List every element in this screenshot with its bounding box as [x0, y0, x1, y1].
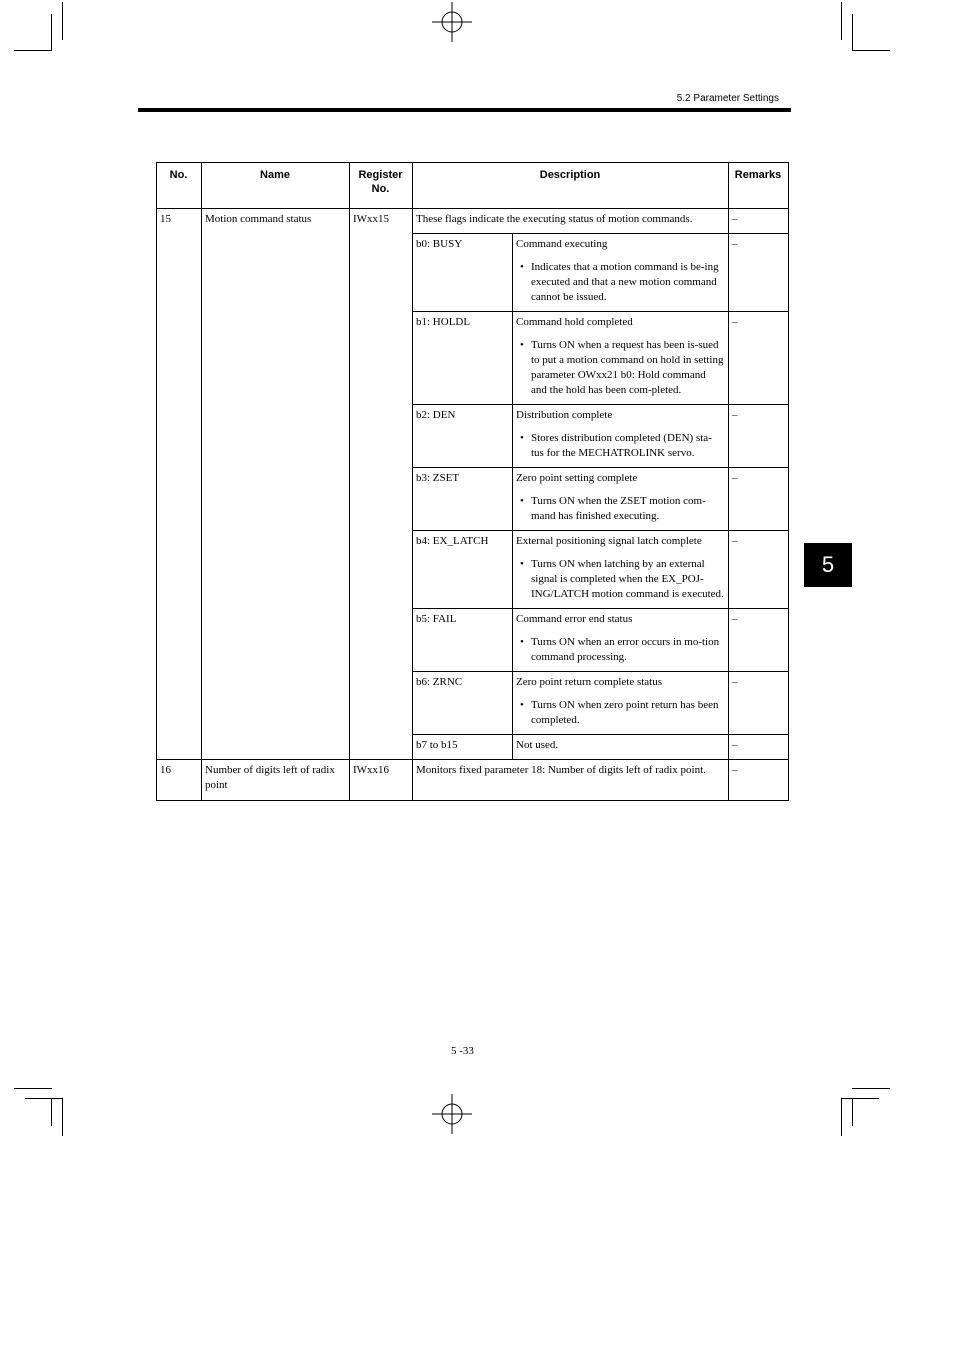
header-remarks: Remarks — [729, 163, 789, 209]
bullet-item — [516, 557, 724, 602]
bit-title: Command hold completed — [516, 316, 633, 328]
bit-name: b0: BUSY — [413, 234, 513, 312]
bit-name: b7 to b15 — [413, 735, 513, 760]
bit-title: Distribution complete — [516, 409, 613, 421]
bit-description — [513, 312, 729, 405]
bit-description — [513, 672, 729, 735]
bullet-item — [516, 338, 724, 398]
bit-title: External positioning signal latch complete — [516, 535, 702, 547]
bullet-icon: • — [520, 339, 524, 351]
bit-title: Not used. — [516, 739, 559, 751]
table-row — [157, 760, 789, 801]
row16-description: Monitors fixed parameter 18: Number of digits left of radix point. — [413, 760, 729, 801]
section-header: 5.2 Parameter Settings — [676, 93, 779, 104]
bullet-item — [516, 698, 724, 728]
row15-name: Motion command status — [202, 209, 350, 760]
header-rule — [138, 108, 791, 112]
bullet-icon: • — [520, 558, 524, 570]
table-row — [157, 209, 789, 234]
bit-description — [513, 405, 729, 468]
row15-no: 15 — [157, 209, 202, 760]
bit-remarks: – — [729, 609, 789, 672]
bullet-item — [516, 260, 724, 305]
bullet-icon: • — [520, 432, 524, 444]
bit-name: b3: ZSET — [413, 468, 513, 531]
bit-name: b5: FAIL — [413, 609, 513, 672]
bullet-icon: • — [520, 636, 524, 648]
parameter-table — [156, 162, 789, 801]
page-number: 5 -33 — [451, 1045, 474, 1057]
bit-title: Zero point return complete status — [516, 676, 663, 688]
bit-remarks: – — [729, 531, 789, 609]
bit-detail: Turns ON when a request has been is-sued to put a motion command on hold in setting parameter OWxx21 b0: Hold command and the hold has been com-pleted. — [531, 339, 724, 396]
registration-target-bottom — [432, 1094, 472, 1134]
row15-register: IWxx15 — [350, 209, 413, 760]
header-description: Description — [413, 163, 729, 209]
bit-remarks: – — [729, 405, 789, 468]
bit-description — [513, 234, 729, 312]
table-header-row — [157, 163, 789, 209]
registration-target-top — [432, 2, 472, 42]
bit-remarks: – — [729, 468, 789, 531]
bullet-item — [516, 431, 724, 461]
bit-name: b4: EX_LATCH — [413, 531, 513, 609]
bit-detail: Turns ON when latching by an external signal is completed when the EX_POJ-ING/LATCH motion command is executed. — [531, 558, 724, 600]
row15-description: These flags indicate the executing status of motion commands. — [413, 209, 729, 234]
header-name: Name — [202, 163, 350, 209]
bit-remarks: – — [729, 735, 789, 760]
bit-title: Zero point setting complete — [516, 472, 638, 484]
bit-remarks: – — [729, 234, 789, 312]
chapter-tab: 5 — [804, 543, 852, 587]
bit-detail: Stores distribution completed (DEN) sta-tus for the MECHATROLINK servo. — [531, 432, 712, 459]
bit-remarks: – — [729, 672, 789, 735]
bit-description — [513, 468, 729, 531]
bit-detail: Turns ON when zero point return has been completed. — [531, 699, 719, 726]
bit-description — [513, 531, 729, 609]
bullet-item — [516, 494, 724, 524]
bullet-icon: • — [520, 699, 524, 711]
row16-remarks: – — [729, 760, 789, 801]
bit-detail: Turns ON when an error occurs in mo-tion command processing. — [531, 636, 720, 663]
bit-remarks: – — [729, 312, 789, 405]
bit-name: b6: ZRNC — [413, 672, 513, 735]
bit-name: b1: HOLDL — [413, 312, 513, 405]
bullet-item — [516, 635, 724, 665]
row16-no: 16 — [157, 760, 202, 801]
bit-title: Command executing — [516, 238, 608, 250]
header-register: Register No. — [350, 163, 413, 209]
bit-name: b2: DEN — [413, 405, 513, 468]
bit-description — [513, 609, 729, 672]
bit-title: Command error end status — [516, 613, 633, 625]
bullet-icon: • — [520, 261, 524, 273]
row15-remarks: – — [729, 209, 789, 234]
bullet-icon: • — [520, 495, 524, 507]
row16-register: IWxx16 — [350, 760, 413, 801]
bit-detail: Indicates that a motion command is be-ing executed and that a new motion command cannot be issued. — [531, 261, 719, 303]
header-no: No. — [157, 163, 202, 209]
bit-description — [513, 735, 729, 760]
row16-name: Number of digits left of radix point — [202, 760, 350, 801]
bit-detail: Turns ON when the ZSET motion com-mand has finished executing. — [531, 495, 706, 522]
